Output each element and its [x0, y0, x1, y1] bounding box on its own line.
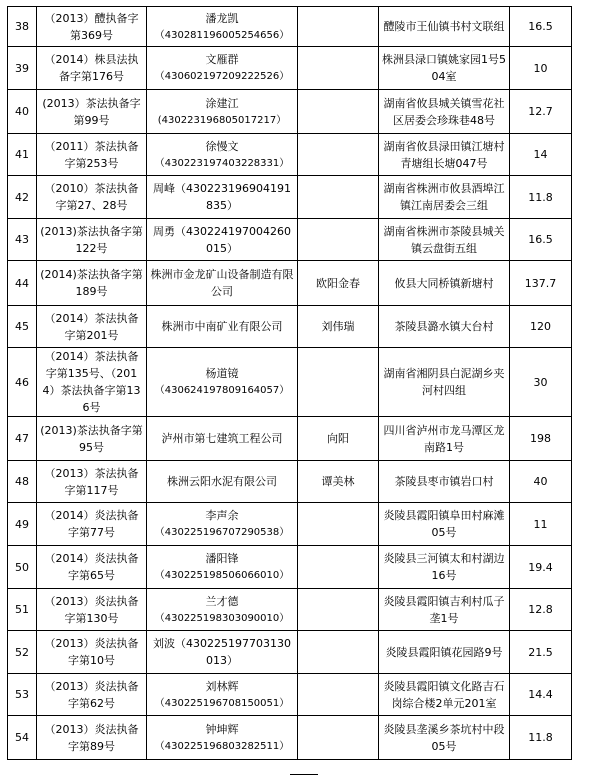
- legal-representative-cell: [298, 7, 379, 47]
- area-value: 120: [530, 320, 551, 333]
- legal-representative-cell: [298, 348, 379, 417]
- party-name: 徐慢文: [205, 139, 239, 153]
- table-row: [8, 674, 572, 716]
- party-id: （430225196803282511）: [154, 740, 290, 752]
- address-cell: [379, 546, 510, 589]
- row-number-cell: [8, 348, 37, 417]
- address: 湖南省株洲市攸县酒埠江镇江南居委会三组: [383, 182, 505, 212]
- party-name: 周峰（430223196904191835）: [153, 182, 291, 212]
- legal-representative-cell: [298, 306, 379, 348]
- legal-representative-cell: [298, 47, 379, 90]
- area-cell: [510, 674, 572, 716]
- area-cell: [510, 306, 572, 348]
- area-value: 11: [533, 517, 548, 531]
- party-name: 株洲云阳水泥有限公司: [167, 475, 277, 488]
- address: 茶陵县枣市镇岩口村: [394, 475, 494, 488]
- row-number-cell: [8, 261, 37, 306]
- legal-representative-cell: [298, 546, 379, 589]
- row-number-cell: [8, 134, 37, 176]
- record-number-cell: [37, 631, 147, 674]
- address-cell: [379, 7, 510, 47]
- row-number: 41: [15, 148, 29, 161]
- record-number: （2013）炎法执备字第130号: [44, 594, 139, 625]
- address-cell: [379, 461, 510, 503]
- row-number: 44: [15, 276, 29, 290]
- area-value: 11.8: [528, 190, 553, 204]
- area-cell: [510, 261, 572, 306]
- area-cell: [510, 461, 572, 503]
- table-row: [8, 546, 572, 589]
- table-row: [8, 134, 572, 176]
- address: 湖南省攸县渌田镇江塘村青塘组长塘047号: [383, 139, 505, 170]
- legal-representative-cell: [298, 219, 379, 261]
- area-value: 21.5: [528, 645, 553, 659]
- row-number: 45: [15, 320, 29, 333]
- party-id: （430281196005254656）: [154, 29, 290, 41]
- row-number: 51: [15, 603, 29, 616]
- table-row: [8, 631, 572, 674]
- area-value: 12.8: [528, 603, 553, 616]
- party-cell: [147, 503, 298, 546]
- row-number: 50: [15, 560, 29, 574]
- area-cell: [510, 219, 572, 261]
- party-id: （430602197209222526）: [154, 71, 290, 82]
- row-number-cell: [8, 503, 37, 546]
- area-cell: [510, 716, 572, 760]
- table-row: [8, 261, 572, 306]
- area-value: 11.8: [528, 731, 553, 744]
- table-row: [8, 306, 572, 348]
- party-cell: [147, 417, 298, 461]
- address-cell: [379, 417, 510, 461]
- record-number: （2013）炎法执备字第10号: [44, 637, 139, 667]
- row-number: 46: [15, 375, 29, 389]
- legal-representative: 刘伟瑞: [321, 320, 355, 333]
- party-name: 文雁群: [205, 53, 239, 66]
- row-number-cell: [8, 716, 37, 760]
- record-number-cell: [37, 461, 147, 503]
- party-name: 刘波（430225197703130013）: [153, 637, 291, 667]
- area-cell: [510, 546, 572, 589]
- party-cell: [147, 47, 298, 90]
- row-number: 49: [15, 517, 29, 531]
- row-number: 38: [15, 20, 29, 33]
- address: 湖南省湘阴县白泥湖乡夹河村四组: [383, 367, 505, 397]
- table-row: [8, 716, 572, 760]
- party-name: 兰才德: [205, 594, 239, 608]
- record-number: （2011）茶法执备字第253号: [44, 139, 139, 170]
- area-cell: [510, 176, 572, 219]
- record-number: (2013）茶法执备字第99号: [42, 96, 141, 127]
- party-name: 刘林辉: [205, 679, 239, 693]
- row-number: 53: [15, 688, 29, 701]
- table-row: [8, 461, 572, 503]
- party-name: 钟坤辉: [205, 722, 239, 736]
- row-number: 42: [15, 190, 29, 204]
- record-number-cell: [37, 219, 147, 261]
- row-number-cell: [8, 90, 37, 134]
- address: 醴陵市王仙镇书村文联组: [383, 20, 505, 33]
- legal-representative-cell: [298, 674, 379, 716]
- record-number: （2013）炎法执备字第89号: [44, 722, 139, 753]
- table-row: [8, 503, 572, 546]
- row-number-cell: [8, 589, 37, 631]
- address-cell: [379, 503, 510, 546]
- area-cell: [510, 631, 572, 674]
- party-name: 杨道镜: [205, 367, 239, 380]
- legal-representative-cell: [298, 503, 379, 546]
- record-number: (2013)茶法执备字第122号: [40, 224, 143, 255]
- area-value: 16.5: [528, 20, 553, 33]
- address: 炎陵县霞阳镇阜田村麻滩05号: [383, 509, 505, 539]
- address-cell: [379, 261, 510, 306]
- party-name: 涂建江: [205, 96, 239, 110]
- area-value: 137.7: [524, 276, 557, 290]
- record-number-cell: [37, 261, 147, 306]
- party-cell: [147, 716, 298, 760]
- party-cell: [147, 631, 298, 674]
- page-bottom-mark: [290, 774, 318, 775]
- party-cell: [147, 306, 298, 348]
- record-number-cell: [37, 90, 147, 134]
- party-name: 株洲市金龙矿山设备制造有限公司: [150, 268, 294, 298]
- party-name: 李声余: [205, 509, 239, 522]
- address: 炎陵县垄溪乡茶坑村中段05号: [383, 722, 505, 753]
- party-id: （430223197403228331）: [154, 157, 290, 169]
- area-value: 14: [533, 148, 548, 161]
- area-cell: [510, 7, 572, 47]
- address: 湖南省攸县城关镇雪花社区居委会珍珠巷48号: [383, 96, 505, 127]
- row-number: 39: [15, 61, 29, 75]
- record-number-cell: [37, 546, 147, 589]
- table-row: [8, 417, 572, 461]
- party-name: 潘龙凯: [205, 11, 239, 25]
- address-cell: [379, 47, 510, 90]
- legal-representative-cell: [298, 417, 379, 461]
- record-number-cell: [37, 306, 147, 348]
- party-cell: [147, 176, 298, 219]
- party-id: （430225198303090010）: [154, 612, 290, 624]
- legal-representative: 欧阳金春: [316, 276, 360, 290]
- party-name: 泸州市第七建筑工程公司: [161, 432, 283, 445]
- row-number: 54: [15, 731, 29, 744]
- party-name: 潘阳锋: [205, 552, 239, 565]
- party-cell: [147, 674, 298, 716]
- address-cell: [379, 306, 510, 348]
- legal-representative-cell: [298, 461, 379, 503]
- record-number: （2014）炎法执备字第65号: [44, 552, 139, 582]
- address: 湖南省株洲市茶陵县城关镇云盘街五组: [383, 224, 505, 255]
- legal-representative-cell: [298, 631, 379, 674]
- table-row: [8, 47, 572, 90]
- record-number: （2014）茶法执备字第201号: [44, 311, 139, 342]
- record-number-cell: [37, 134, 147, 176]
- address-cell: [379, 134, 510, 176]
- address-cell: [379, 348, 510, 417]
- table-row: [8, 219, 572, 261]
- area-value: 19.4: [528, 560, 553, 574]
- address-cell: [379, 631, 510, 674]
- table-row: [8, 589, 572, 631]
- legal-representative-cell: [298, 176, 379, 219]
- record-number: （2014）炎法执备字第77号: [44, 509, 139, 539]
- area-value: 40: [533, 475, 548, 488]
- legal-representative: 向阳: [327, 432, 349, 445]
- party-id: （430225198506066010）: [154, 570, 290, 581]
- area-cell: [510, 47, 572, 90]
- record-number-cell: [37, 589, 147, 631]
- party-cell: [147, 90, 298, 134]
- record-number-cell: [37, 47, 147, 90]
- area-value: 14.4: [528, 688, 553, 701]
- row-number-cell: [8, 7, 37, 47]
- row-number: 52: [15, 645, 29, 659]
- party-cell: [147, 219, 298, 261]
- party-cell: [147, 348, 298, 417]
- legal-representative: 谭美林: [321, 475, 355, 488]
- table-row: [8, 176, 572, 219]
- area-cell: [510, 90, 572, 134]
- enforcement-record-table: [7, 6, 572, 760]
- address: 株洲县渌口镇姚家园1号504室: [382, 53, 506, 83]
- table-body: [8, 7, 572, 760]
- row-number-cell: [8, 47, 37, 90]
- table-row: [8, 90, 572, 134]
- party-id: (430223196805017217）: [157, 114, 287, 126]
- area-cell: [510, 348, 572, 417]
- record-number: (2013)茶法执备字第95号: [40, 423, 143, 454]
- area-value: 16.5: [528, 233, 553, 246]
- record-number: （2014）茶法执备字第135号、（2014）茶法执备字第136号: [42, 350, 141, 414]
- row-number: 43: [15, 233, 29, 246]
- party-cell: [147, 261, 298, 306]
- party-cell: [147, 461, 298, 503]
- row-number-cell: [8, 306, 37, 348]
- legal-representative-cell: [298, 261, 379, 306]
- record-number-cell: [37, 716, 147, 760]
- row-number-cell: [8, 631, 37, 674]
- row-number-cell: [8, 461, 37, 503]
- area-value: 12.7: [528, 105, 553, 118]
- party-name: 株洲市中南矿业有限公司: [161, 320, 283, 333]
- legal-representative-cell: [298, 589, 379, 631]
- address: 四川省泸州市龙马潭区龙南路1号: [383, 423, 505, 454]
- record-number: （2013）炎法执备字第62号: [44, 679, 139, 710]
- address: 炎陵县霞阳镇吉利村瓜子垄1号: [383, 594, 505, 625]
- row-number-cell: [8, 219, 37, 261]
- area-cell: [510, 589, 572, 631]
- party-cell: [147, 134, 298, 176]
- party-cell: [147, 589, 298, 631]
- party-id: （430624197809164057）: [154, 385, 290, 396]
- row-number: 40: [15, 105, 29, 118]
- record-number-cell: [37, 417, 147, 461]
- party-id: （430225196708150051）: [154, 697, 290, 709]
- table-row: [8, 348, 572, 417]
- table-row: [8, 7, 572, 47]
- address-cell: [379, 176, 510, 219]
- address: 茶陵县潞水镇大台村: [394, 320, 494, 333]
- area-value: 30: [533, 375, 548, 389]
- address: 炎陵县霞阳镇文化路吉石岗综合楼2单元201室: [383, 679, 505, 710]
- record-number: (2014)茶法执备字第189号: [40, 268, 143, 298]
- address-cell: [379, 716, 510, 760]
- row-number: 47: [15, 432, 29, 445]
- area-cell: [510, 417, 572, 461]
- row-number-cell: [8, 546, 37, 589]
- party-id: （430225196707290538）: [154, 527, 290, 538]
- record-number-cell: [37, 674, 147, 716]
- party-cell: [147, 7, 298, 47]
- address: 攸县大同桥镇新塘村: [394, 276, 494, 290]
- record-number-cell: [37, 348, 147, 417]
- record-number: （2014）株县法执备字第176号: [44, 53, 139, 83]
- record-number-cell: [37, 7, 147, 47]
- address: 炎陵县三河镇太和村湖边16号: [383, 552, 505, 582]
- legal-representative-cell: [298, 134, 379, 176]
- party-cell: [147, 546, 298, 589]
- row-number-cell: [8, 176, 37, 219]
- address-cell: [379, 219, 510, 261]
- address: 炎陵县霞阳镇花园路9号: [385, 645, 503, 659]
- area-value: 198: [530, 432, 551, 445]
- record-number-cell: [37, 503, 147, 546]
- area-cell: [510, 134, 572, 176]
- record-number: （2010）茶法执备字第27、28号: [44, 182, 139, 212]
- legal-representative-cell: [298, 90, 379, 134]
- row-number-cell: [8, 674, 37, 716]
- address-cell: [379, 674, 510, 716]
- party-name: 周勇（430224197004260015）: [153, 224, 291, 255]
- record-number: （2013）醴执备字第369号: [44, 11, 139, 42]
- area-value: 10: [533, 61, 548, 75]
- area-cell: [510, 503, 572, 546]
- record-number: （2013）茶法执备字第117号: [44, 466, 139, 497]
- row-number: 48: [15, 475, 29, 488]
- record-number-cell: [37, 176, 147, 219]
- legal-representative-cell: [298, 716, 379, 760]
- row-number-cell: [8, 417, 37, 461]
- address-cell: [379, 589, 510, 631]
- address-cell: [379, 90, 510, 134]
